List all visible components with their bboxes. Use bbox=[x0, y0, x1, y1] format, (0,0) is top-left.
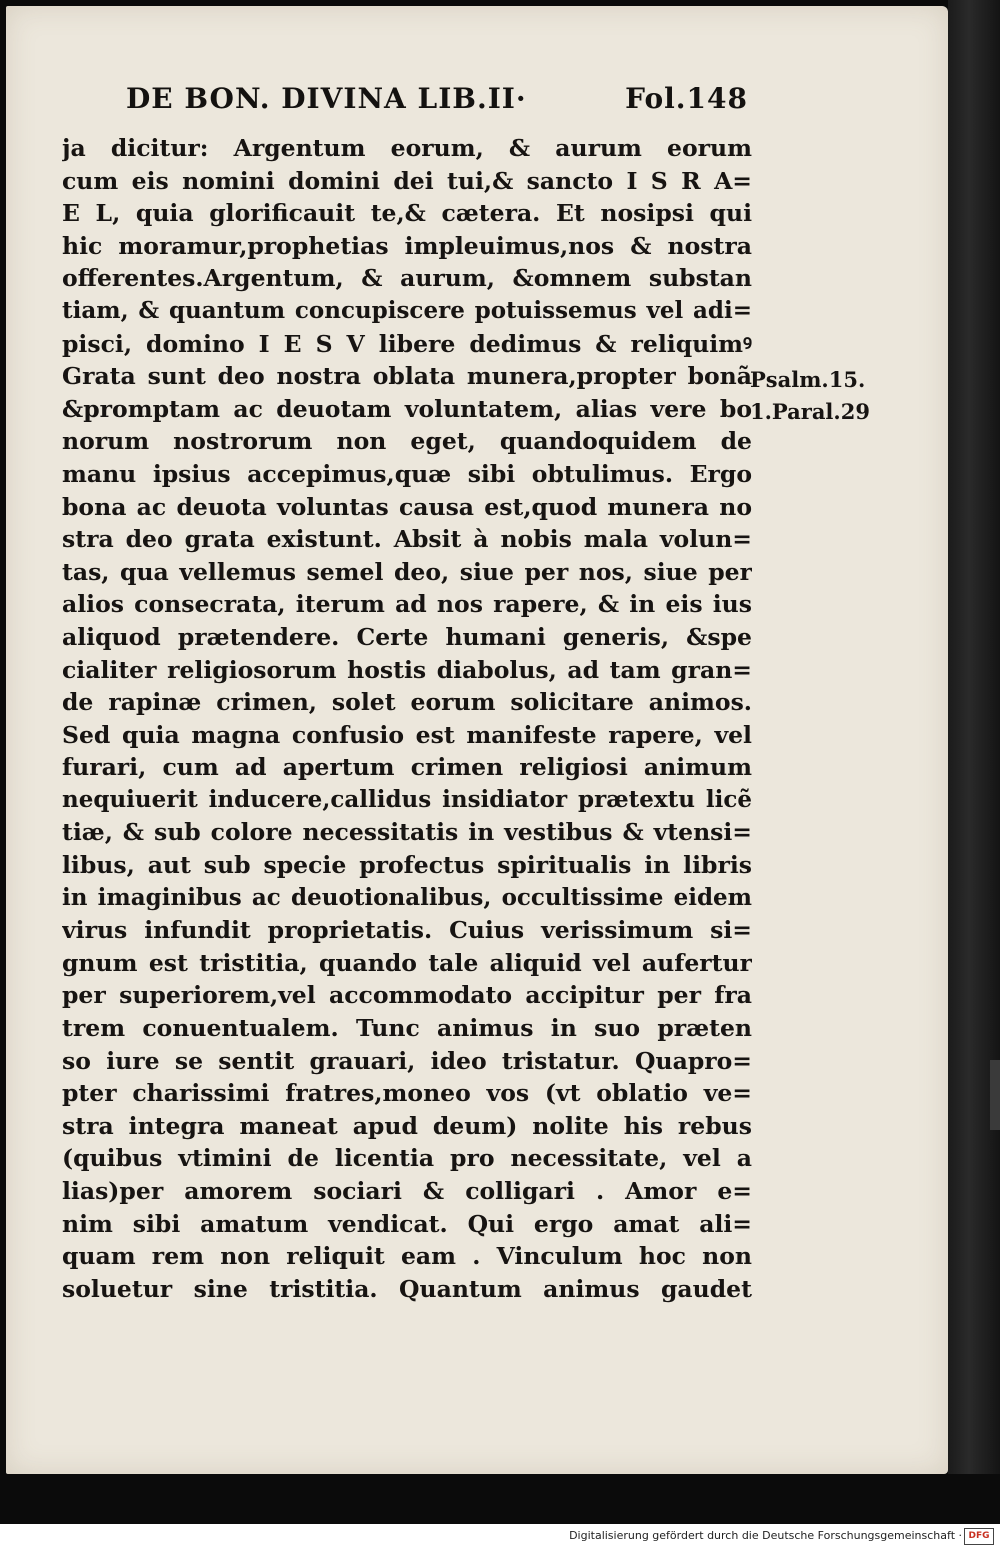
text-line: tiam, & quantum concupiscere potuissemus vel adi= bbox=[62, 296, 752, 324]
text-line: trem conuentualem. Tunc animus in suo præten bbox=[62, 1014, 752, 1043]
running-title: DE BON. DIVINA LIB.II· bbox=[126, 82, 527, 115]
text-line: Sed quia magna confusio est manifeste rapere, vel bbox=[62, 720, 752, 749]
text-line: norum nostrorum non eget, quandoquidem de bbox=[62, 427, 752, 456]
text-line: cum eis nomini domini dei tui,& sancto I S R A= bbox=[62, 166, 752, 195]
funding-credit: Digitalisierung gefördert durch die Deutsche Forschungsgemeinschaft · bbox=[569, 1529, 962, 1542]
text-line: per superiorem,vel accommodato accipitur per fra bbox=[62, 981, 752, 1010]
margin-notes bbox=[750, 364, 890, 428]
text-line: bona ac deuota voluntas causa est,quod munera no bbox=[62, 492, 752, 521]
text-line: soluetur sine tristitia. Quantum animus gaudet bbox=[62, 1274, 752, 1303]
text-line: ja dicitur: Argentum eorum, & aurum eorum bbox=[62, 134, 752, 162]
text-line: pisci, domino I E S V libere dedimus & reliquimꝰ bbox=[62, 329, 752, 358]
dfg-logo: DFG bbox=[964, 1528, 994, 1545]
text-line: stra integra maneat apud deum) nolite his rebus bbox=[62, 1111, 752, 1140]
text-line: aliquod prætendere. Certe humani generis, &spe bbox=[62, 622, 752, 651]
text-line: hic moramur,prophetias impleuimus,nos & nostra bbox=[62, 231, 752, 260]
text-line: virus infundit proprietatis. Cuius verissimum si= bbox=[62, 916, 752, 945]
digitization-footer bbox=[0, 1524, 1000, 1548]
text-line: offerentes.Argentum, & aurum, &omnem substan bbox=[62, 264, 752, 293]
margin-note-paralipomenon: 1.Paral.29 bbox=[750, 399, 870, 424]
text-line: so iure se sentit grauari, ideo tristatur. Quapro= bbox=[62, 1046, 752, 1075]
text-line: (quibus vtimini de licentia pro necessitate, vel a bbox=[62, 1144, 752, 1173]
folio-number: Fol.148 bbox=[625, 82, 748, 115]
edge-mark bbox=[990, 1060, 1000, 1130]
text-line: E L, quia glorificauit te,& cætera. Et nosipsi qui bbox=[62, 199, 752, 228]
text-line: stra deo grata existunt. Absit à nobis mala volun= bbox=[62, 525, 752, 554]
text-line: tiæ, & sub colore necessitatis in vestibus & vtensi= bbox=[62, 818, 752, 847]
text-line: cialiter religiosorum hostis diabolus, ad tam gran= bbox=[62, 655, 752, 684]
book-page bbox=[6, 6, 948, 1474]
text-line: Grata sunt deo nostra oblata munera,propter bonã bbox=[62, 362, 752, 391]
text-line: lias)per amorem sociari & colligari . Amor e= bbox=[62, 1177, 752, 1205]
margin-note-psalm: Psalm.15. bbox=[750, 367, 866, 392]
main-text-block bbox=[62, 132, 752, 1305]
text-line: libus, aut sub specie profectus spiritualis in libris bbox=[62, 851, 752, 880]
text-line: gnum est tristitia, quando tale aliquid vel aufertur bbox=[62, 948, 752, 977]
text-line: nequiuerit inducere,callidus insidiator prætextu licẽ bbox=[62, 785, 752, 813]
text-line: tas, qua vellemus semel deo, siue per nos, siue per bbox=[62, 557, 752, 586]
running-header bbox=[126, 82, 748, 122]
text-line: de rapinæ crimen, solet eorum solicitare animos. bbox=[62, 688, 752, 717]
text-line: quam rem non reliquit eam . Vinculum hoc non bbox=[62, 1242, 752, 1271]
text-line: alios consecrata, iterum ad nos rapere, & in eis ius bbox=[62, 590, 752, 619]
text-line: pter charissimi fratres,moneo vos (vt oblatio ve= bbox=[62, 1079, 752, 1108]
text-line: furari, cum ad apertum crimen religiosi animum bbox=[62, 753, 752, 782]
text-line: &promptam ac deuotam voluntatem, alias vere bo bbox=[62, 394, 752, 423]
adjacent-page-edge bbox=[948, 0, 1000, 1524]
text-line: manu ipsius accepimus,quæ sibi obtulimus. Ergo bbox=[62, 459, 752, 488]
text-line: in imaginibus ac deuotionalibus, occultissime eidem bbox=[62, 883, 752, 911]
text-line: nim sibi amatum vendicat. Qui ergo amat ali= bbox=[62, 1209, 752, 1238]
bottom-scan-edge bbox=[0, 1474, 1000, 1524]
